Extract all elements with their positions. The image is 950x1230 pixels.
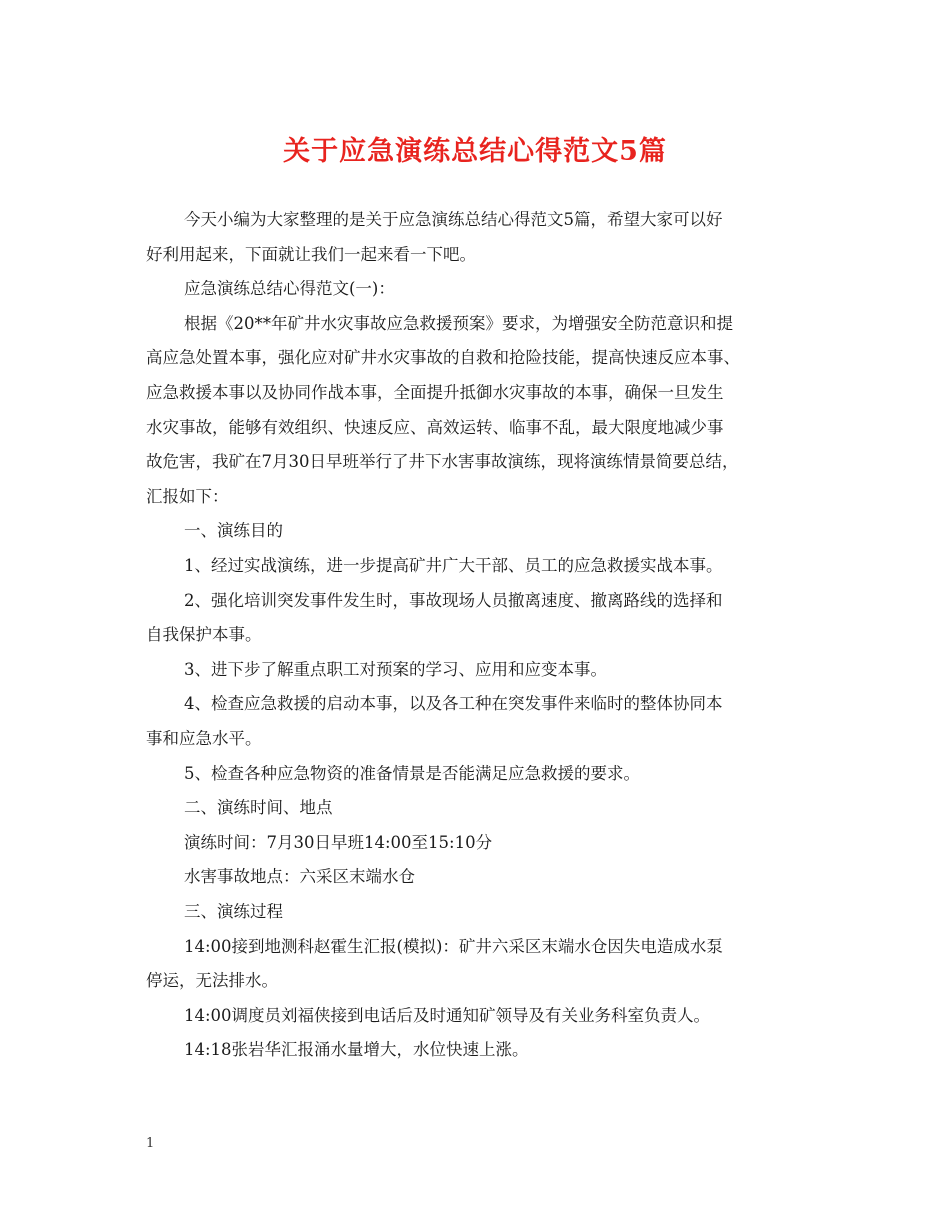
body-line: 高应急处置本事，强化应对矿井水灾事故的自救和抢险技能，提高快速反应本事、 [146, 348, 740, 368]
body-line: 停运，无法排水。 [146, 971, 278, 991]
body-line: 今天小编为大家整理的是关于应急演练总结心得范文5篇，希望大家可以好 [184, 210, 723, 229]
body-line: 2、强化培训突发事件发生时，事故现场人员撤离速度、撤离路线的选择和 [184, 590, 723, 610]
body-line: 三、演练过程 [184, 902, 283, 921]
body-line: 应急救援本事以及协同作战本事，全面提升抵御水灾事故的本事，确保一旦发生 [146, 383, 724, 402]
body-line: 好利用起来，下面就让我们一起来看一下吧。 [146, 244, 476, 264]
body-line: 水害事故地点：六采区末端水仓 [184, 867, 415, 887]
body-line: 14:18张岩华汇报涌水量增大，水位快速上涨。 [184, 1040, 529, 1060]
body-line: 应急演练总结心得范文(一)： [184, 279, 395, 299]
body-line: 二、演练时间、地点 [184, 798, 333, 818]
body-line: 根据《20**年矿井水灾事故应急救援预案》要求，为增强安全防范意识和提 [184, 313, 733, 333]
body-line: 14:00调度员刘福侠接到电话后及时通知矿领导及有关业务科室负责人。 [184, 1005, 711, 1025]
body-line: 5、检查各种应急物资的准备情景是否能满足应急救援的要求。 [184, 763, 640, 783]
page-number: 1 [146, 1136, 155, 1151]
body-line: 演练时间：7月30日早班14:00至15:10分 [184, 832, 493, 852]
body-line: 4、检查应急救援的启动本事，以及各工种在突发事件来临时的整体协同本 [184, 694, 723, 714]
body-line: 自我保护本事。 [146, 625, 262, 645]
body-line: 事和应急水平。 [146, 729, 262, 748]
body-line: 一、演练目的 [184, 521, 283, 541]
body-line: 水灾事故，能够有效组织、快速反应、高效运转、临事不乱，最大限度地减少事 [146, 417, 724, 437]
document-title: 关于应急演练总结心得范文5篇 [283, 136, 667, 167]
body-line: 汇报如下： [146, 486, 229, 506]
body-line: 故危害，我矿在7月30日早班举行了井下水害事故演练，现将演练情景简要总结， [146, 452, 739, 472]
body-line: 1、经过实战演练，进一步提高矿井广大干部、员工的应急救援实战本事。 [184, 556, 723, 575]
body-line: 14:00接到地测科赵霍生汇报(模拟)：矿井六采区末端水仓因失电造成水泵 [184, 936, 723, 956]
body-line: 3、进下步了解重点职工对预案的学习、应用和应变本事。 [184, 659, 607, 679]
